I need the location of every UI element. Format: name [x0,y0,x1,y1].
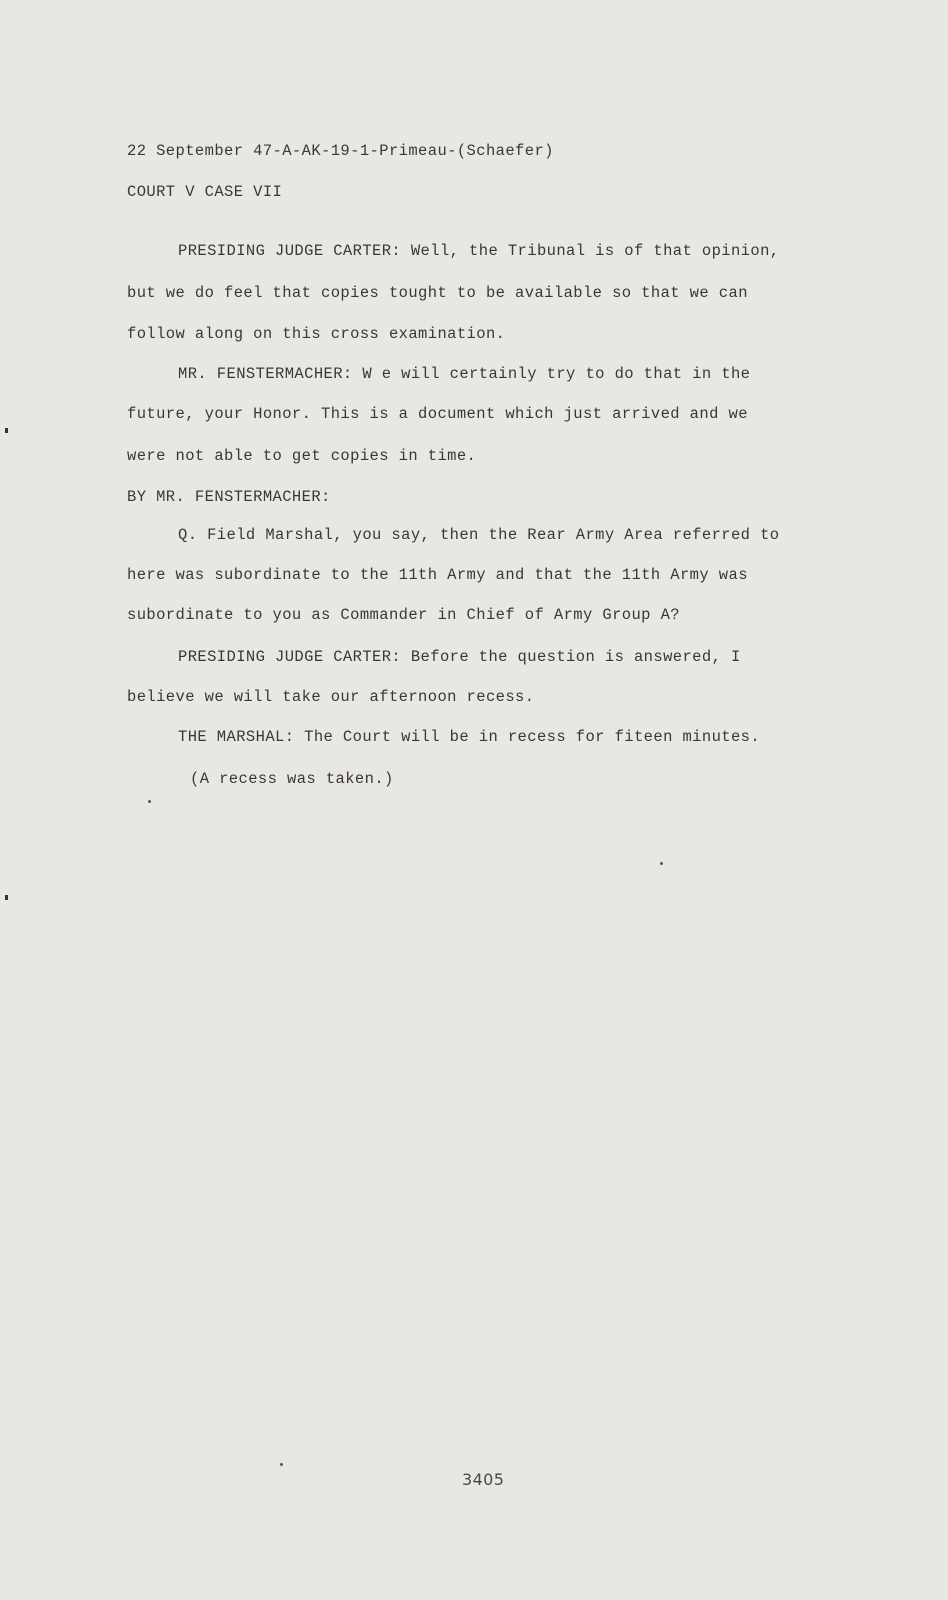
transcript-line: follow along on this cross examination. [127,325,506,343]
transcript-line: were not able to get copies in time. [127,447,477,465]
page-number: 3405 [462,1470,505,1489]
transcript-line: but we do feel that copies tought to be available so that we can [127,284,748,302]
transcript-line: here was subordinate to the 11th Army and that the 11th Army was [127,566,748,584]
paper-speck [280,1463,283,1466]
edge-mark [5,428,8,433]
paper-speck [660,862,663,865]
transcript-line: Q. Field Marshal, you say, then the Rear Army Area referred to [178,526,780,544]
examiner-heading: BY MR. FENSTERMACHER: [127,488,331,506]
transcript-line: PRESIDING JUDGE CARTER: Well, the Tribunal is of that opinion, [178,242,780,260]
court-case-heading: COURT V CASE VII [127,183,283,201]
transcript-line: subordinate to you as Commander in Chief of Army Group A? [127,606,680,624]
case-reference: 22 September 47-A-AK-19-1-Primeau-(Schaefer) [127,142,554,160]
transcript-line: PRESIDING JUDGE CARTER: Before the question is answered, I [178,648,741,666]
transcript-line: future, your Honor. This is a document which just arrived and we [127,405,748,423]
transcript-line: believe we will take our afternoon recess. [127,688,535,706]
paper-speck [148,800,151,803]
recess-note: (A recess was taken.) [190,770,394,788]
transcript-line: THE MARSHAL: The Court will be in recess for fiteen minutes. [178,728,761,746]
edge-mark [5,895,8,900]
transcript-line: MR. FENSTERMACHER: W e will certainly try to do that in the [178,365,751,383]
